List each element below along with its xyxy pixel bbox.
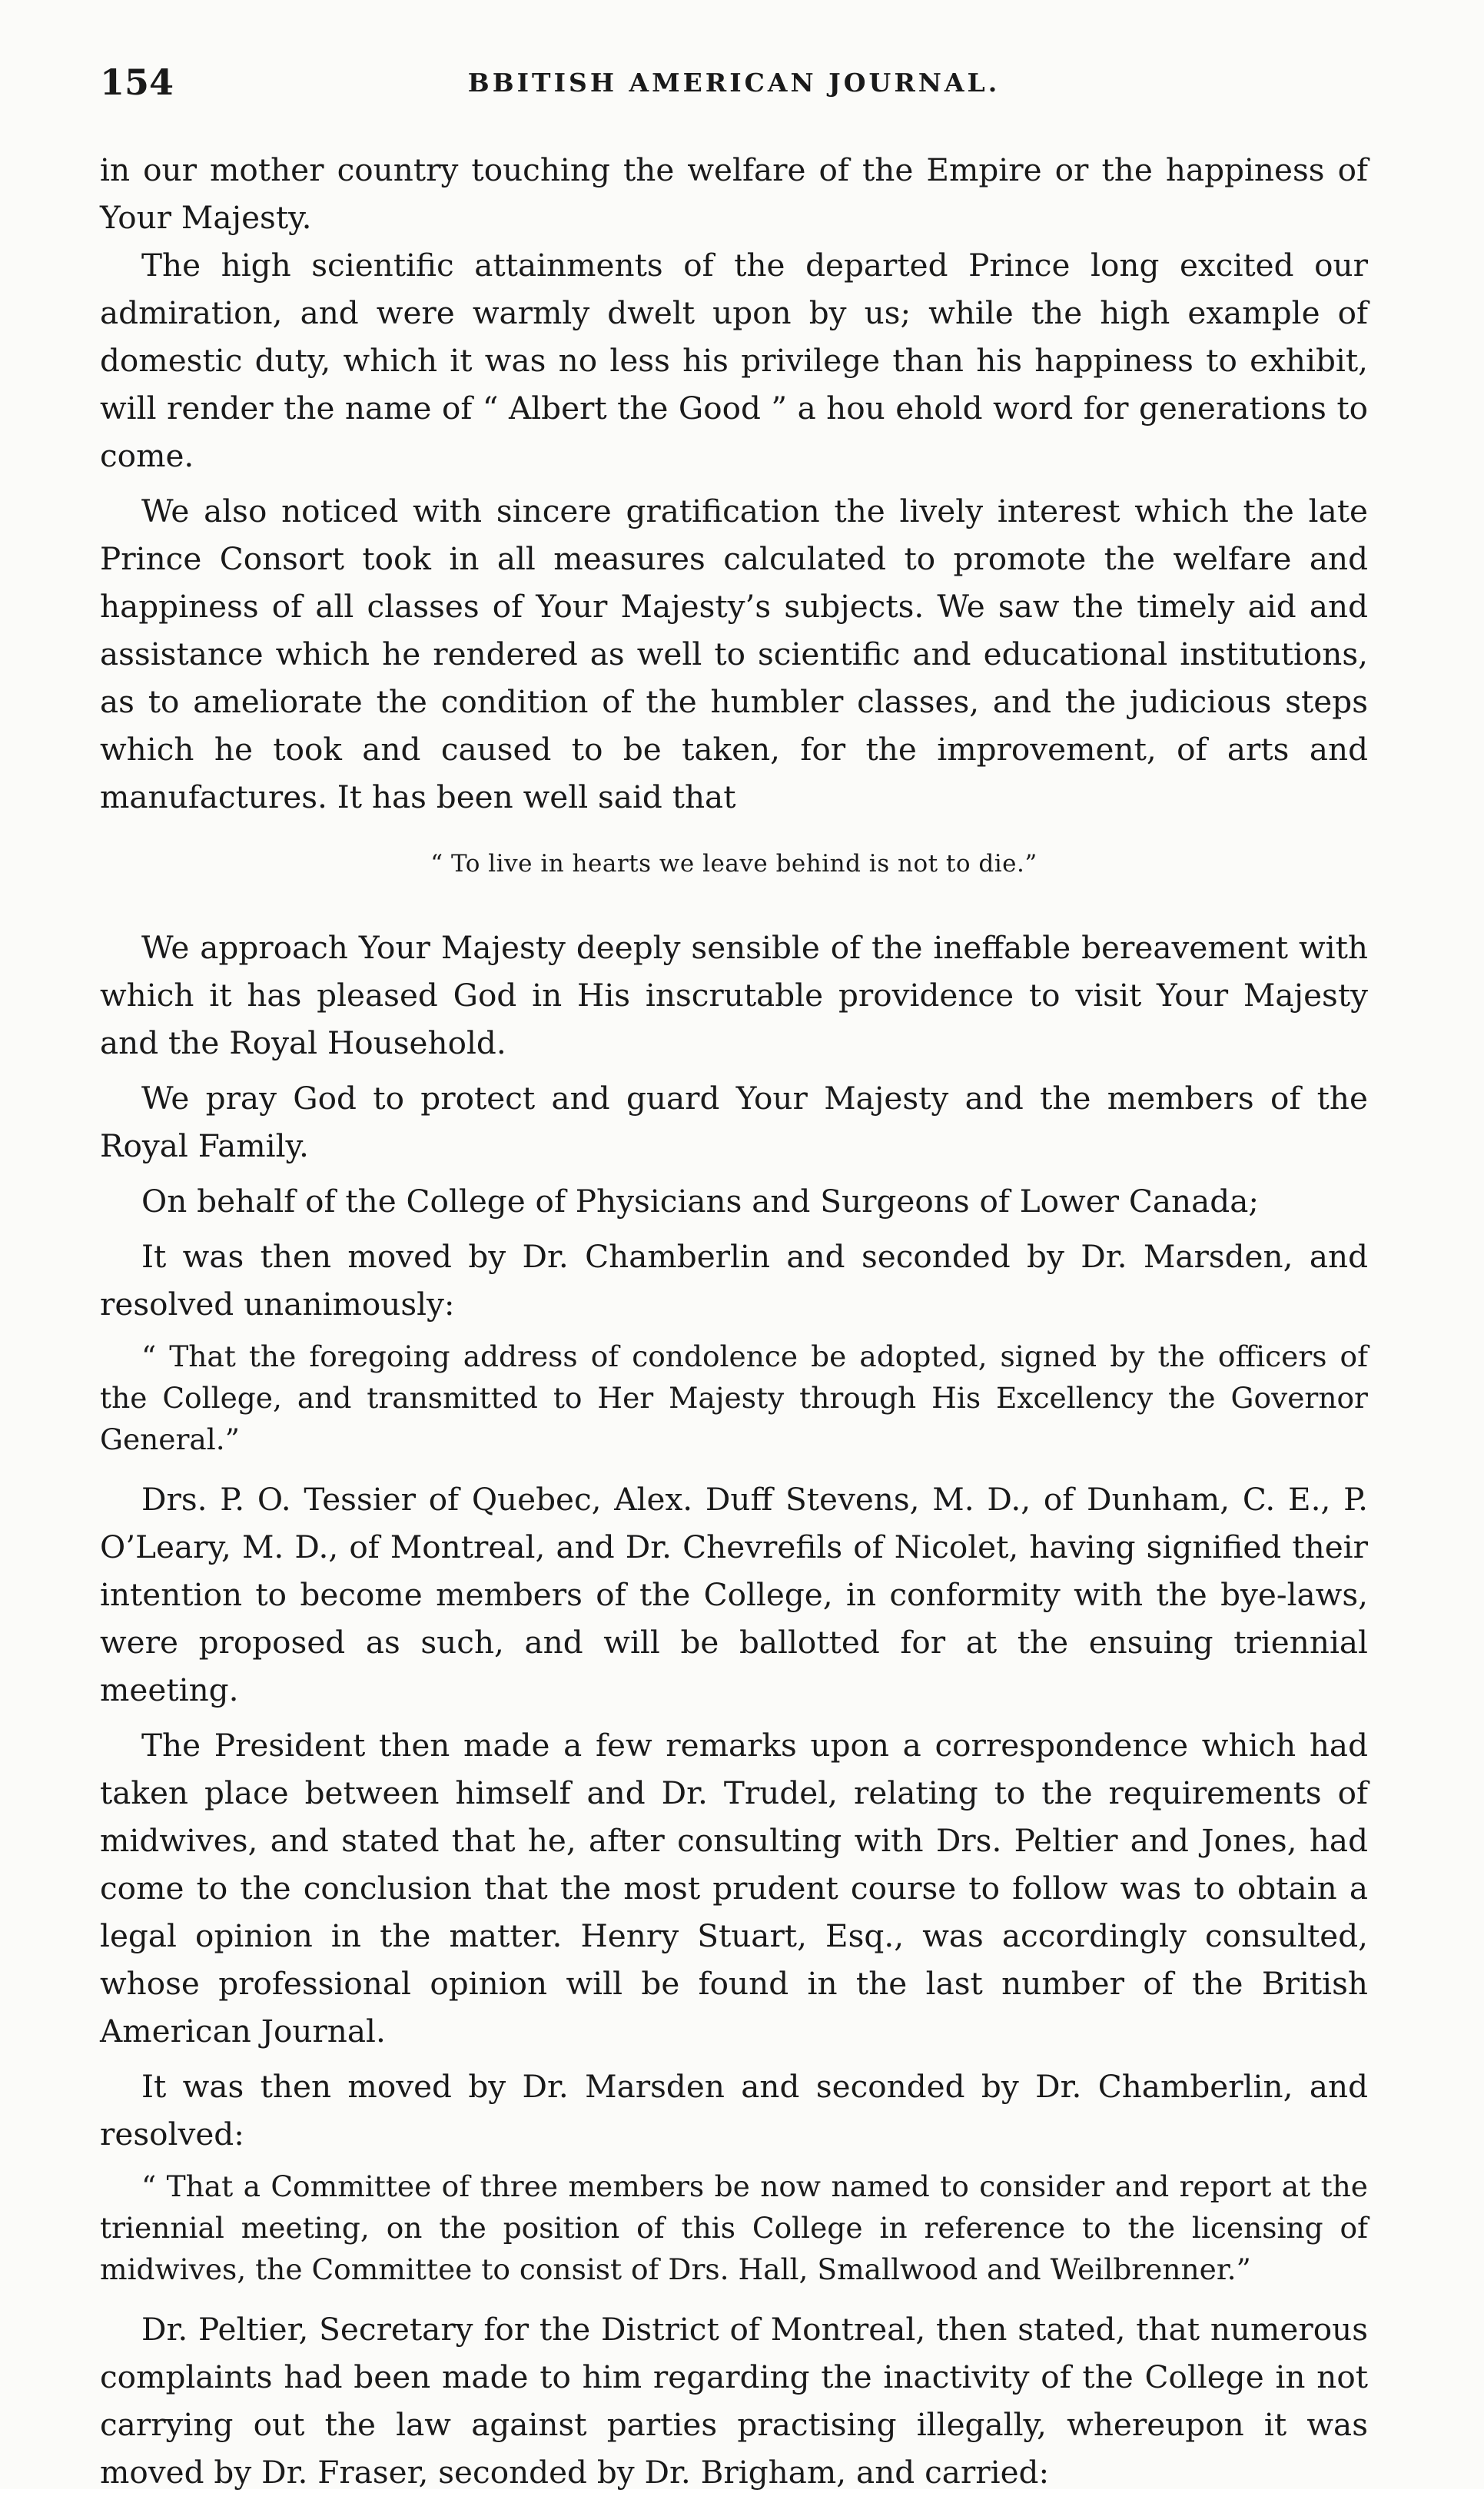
paragraph-prayer: We pray God to protect and guard Your Majesty and the members of the Royal Family. — [100, 1080, 1368, 1164]
paragraph-president-remarks: The President then made a few remarks upon a correspondence which had taken place between himself and Dr. Trudel, relating to the requirements of midwives, and stated that he, after consulting with Drs. Peltier and Jones, had come to the conclusion that the most prudent course to follow was to obtain a legal opinion in the matter. Henry Stuart, Esq., was accordingly consulted, whose professional opinion will be found in the last number of the British American Journal. — [100, 1727, 1368, 2050]
paragraph-on-behalf: On behalf of the College of Physicians and Surgeons of Lower Canada; — [141, 1183, 1259, 1220]
paragraph-motion-resolved: It was then moved by Dr. Marsden and seconded by Dr. Chamberlin, and resolved: — [100, 2068, 1368, 2152]
running-head: BBITISH AMERICAN JOURNAL. — [467, 68, 1001, 98]
resolution-address-adopted: “ That the foregoing address of condolence be adopted, signed by the officers of the College, and transmitted to Her Majesty through His Excellency the Governor General.” — [100, 1339, 1368, 1456]
poetic-quotation: “ To live in hearts we leave behind is not to die.” — [430, 850, 1037, 878]
page-header — [100, 61, 1368, 108]
page-body — [100, 146, 1368, 2496]
resolution-midwives-committee: “ That a Committee of three members be now named to consider and report at the triennial meeting, on the position of this College in reference to the licensing of midwives, the Committee to consist of Drs. Hall, Smallwood and Weilbrenner.” — [100, 2169, 1368, 2286]
paragraph-continuation: in our mother country touching the welfare of the Empire or the happiness of Your Majesty. — [100, 151, 1368, 236]
paragraph-bereavement: We approach Your Majesty deeply sensible of the ineffable bereavement with which it has pleased God in His inscrutable providence to visit Your Majesty and the Royal Household. — [100, 929, 1368, 1061]
paragraph-prince-attainments: The high scientific attainments of the departed Prince long excited our admiration, and were warmly dwelt upon by us; while the high example of domestic duty, which it was no less his privilege than his happiness to exhibit, will render the name of “ Albert the Good ” a hou ehold word for generations to come. — [100, 247, 1368, 474]
paragraph-motion-unanimous: It was then moved by Dr. Chamberlin and seconded by Dr. Marsden, and resolved unanimously: — [100, 1238, 1368, 1323]
paragraph-peltier-complaints: Dr. Peltier, Secretary for the District of Montreal, then stated, that numerous complaints had been made to him regarding the inactivity of the College in not carrying out the law against parties practising illegally, whereupon it was moved by Dr. Fraser, seconded by Dr. Brigham, and carried: — [100, 2311, 1368, 2491]
paragraph-prince-consort-interest: We also noticed with sincere gratification the lively interest which the late Prince Consort took in all measures calculated to promote the welfare and happiness of all classes of Your Majesty’s subjects. We saw the timely aid and assistance which he rendered as well to scientific and educational institutions, as to ameliorate the condition of the humbler classes, and the judicious steps which he took and caused to be taken, for the improvement, of arts and manufactures. It has been well said that — [100, 493, 1368, 815]
page-number: 154 — [100, 61, 174, 103]
paragraph-new-members: Drs. P. O. Tessier of Quebec, Alex. Duff Stevens, M. D., of Dunham, C. E., P. O’Leary, M. D., of Montreal, and Dr. Chevrefils of Nicolet, having signified their intention to become members of the College, in conformity with the bye-laws, were proposed as such, and will be ballotted for at the ensuing triennial meeting. — [100, 1481, 1368, 1708]
